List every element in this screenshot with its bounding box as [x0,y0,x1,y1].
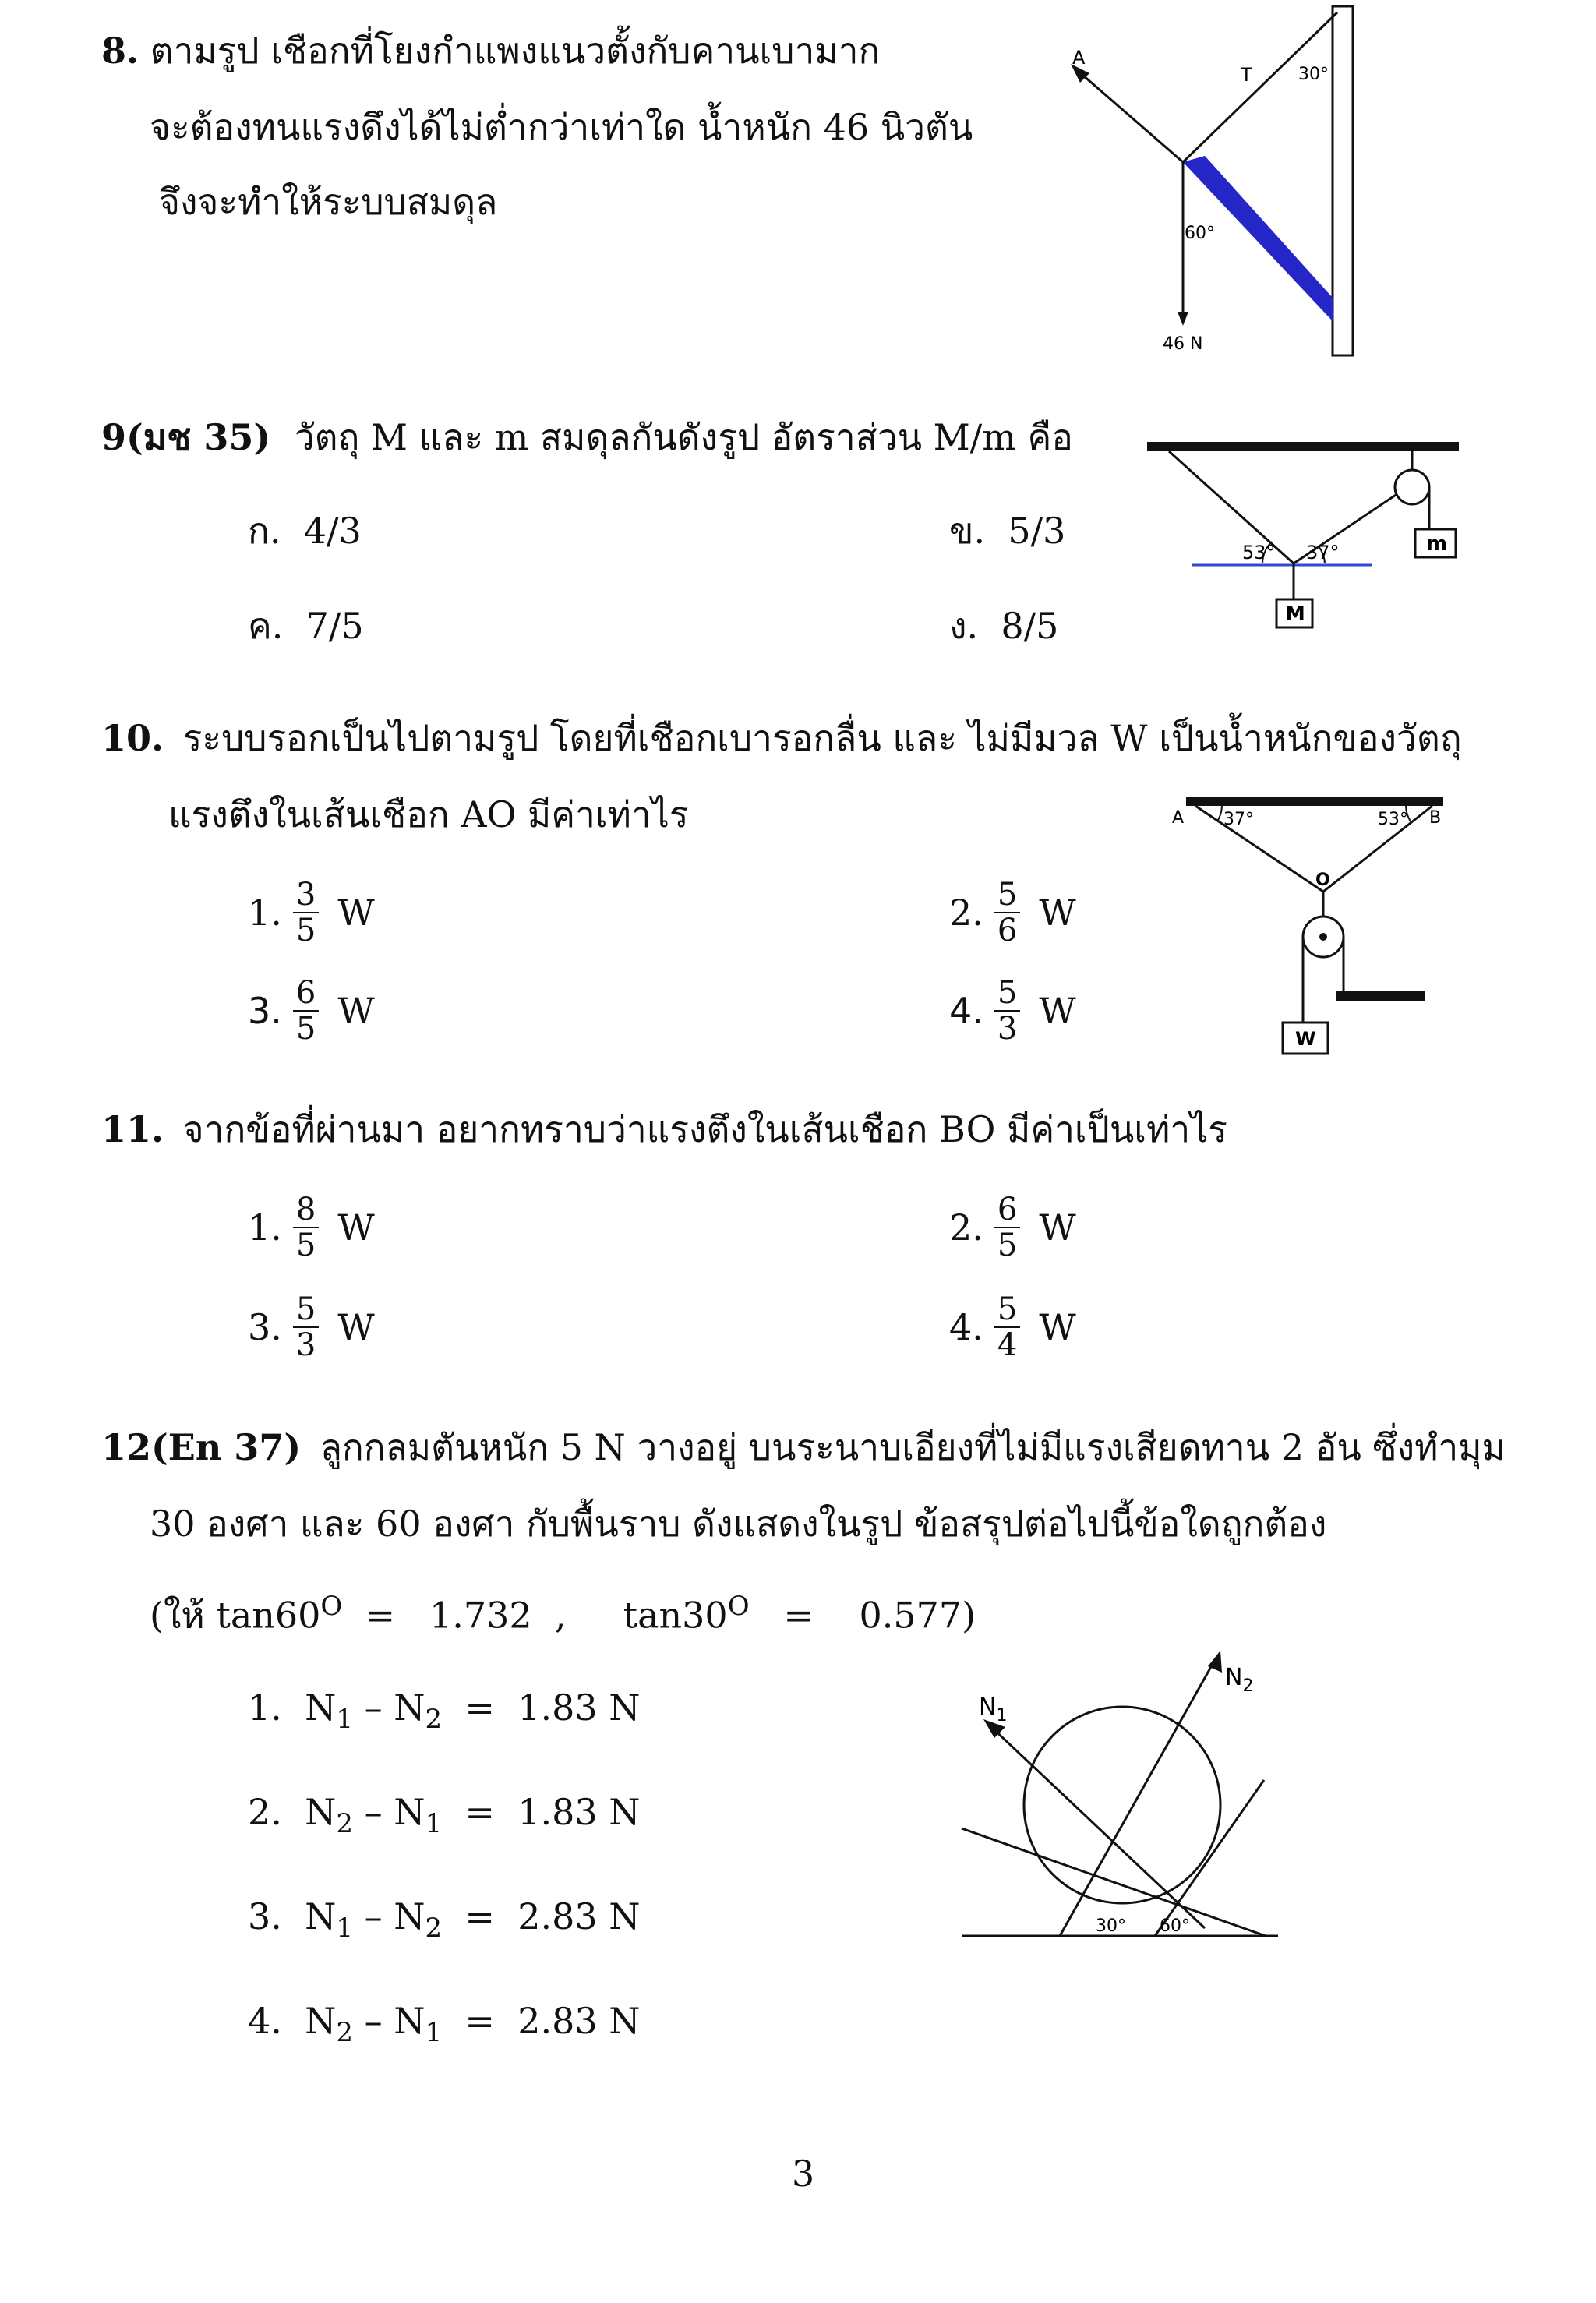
q12-text-1: ลูกกลมตันหนัก 5 N วางอยู่ บนระนาบเอียงที่ไม่มีแรงเสียดทาน 2 อัน ซึ่งทำมุม [320,1426,1506,1468]
q9-angle-right: 37° [1306,542,1340,563]
q11-option-3-unit: W [337,1306,375,1348]
q11-number: 11. [101,1108,164,1150]
q10-label-a: A [1172,808,1185,828]
q12-option-2-label: 2. [248,1791,282,1833]
q11-question [101,1108,1228,1150]
q10-pulley-axle [1319,933,1327,941]
q12-option-1-rest: = 1.83 N [442,1687,641,1729]
q8-figure [1060,0,1387,366]
q9-text: วัตถุ M และ m สมดุลกันดังรูป อัตราส่วน M/m คือ [294,416,1073,458]
q12-given-mid: = 1.732 , tan30 [342,1594,728,1637]
q12-option-4-a: N [305,2000,337,2042]
q9-option-3-label: ค. [248,605,284,647]
denominator: 5 [997,1227,1018,1263]
q8-text-1: ตามรูป เชือกที่โยงกำแพงแนวตั้งกับคานเบามาก [150,30,881,72]
q11-option-1-fraction [293,1194,319,1261]
q8-force-a [1077,70,1183,162]
q9-option-4-value: 8/5 [1001,605,1059,647]
q12-option-3-op: – [353,1895,394,1937]
q10-option-2-label: 2. [949,892,983,934]
q11-option-4 [949,1291,1076,1363]
q10-option-3-fraction [293,975,319,1047]
q8-line1 [101,30,881,72]
q8-label-a: A [1072,47,1086,69]
q12-label-n2 [1225,1664,1253,1696]
denominator: 4 [997,1327,1018,1363]
q10-option-1-label: 1. [248,892,282,934]
q12-force-n2 [1060,1658,1216,1936]
q8-line3: จึงจะทำให้ระบบสมดุล [159,181,498,223]
denominator: 5 [295,1227,316,1263]
denominator: 3 [295,1327,316,1363]
q10-option-4-fraction [994,975,1020,1047]
q12-option-2 [248,1791,641,1840]
denominator: 5 [295,913,316,948]
q12-option-2-b: N [394,1791,425,1833]
q10-option-2-unit: W [1039,892,1076,934]
q12-option-4-rest: = 2.83 N [442,2000,641,2042]
q12-angle-60: 60° [1160,1916,1190,1936]
q8-line2: จะต้องทนแรงดึงได้ไม่ต่ำกว่าเท่าใด น้ำหนัก 46 นิวตัน [150,106,973,148]
q11-option-3-fraction [293,1291,319,1363]
q12-figure [951,1644,1294,1956]
q10-option-4-unit: W [1039,990,1076,1032]
q8-angle-top: 30° [1298,65,1329,84]
q12-given-end: = 0.577) [749,1594,976,1637]
q12-line1 [101,1426,1506,1468]
q9-option-4 [949,605,1059,647]
q10-label-b: B [1429,808,1442,828]
numerator: 3 [293,879,319,913]
q9-mass-small-label: m [1426,532,1448,556]
q12-option-1-label: 1. [248,1687,282,1729]
q12-option-2-op: – [353,1791,394,1833]
q12-option-4-label: 4. [248,2000,282,2042]
q12-label-n1-sub: 1 [996,1706,1008,1725]
q12-line2: 30 องศา และ 60 องศา กับพื้นราบ ดังแสดงในรูป ข้อสรุปต่อไปนี้ข้อใดถูกต้อง [150,1503,1327,1545]
q9-question [101,416,1073,458]
q12-option-3-a: N [305,1895,337,1937]
q10-option-1 [248,879,375,946]
q12-option-1-op: – [353,1687,394,1729]
q12-angle-30: 30° [1096,1916,1126,1936]
q10-text-1: ระบบรอกเป็นไปตามรูป โดยที่เชือกเบารอกลื่น และ ไม่มีมวล W เป็นน้ำหนักของวัตถุ [182,717,1462,759]
q12-option-1-a: N [305,1687,337,1729]
q9-angle-left: 53° [1242,542,1276,563]
q12-label-n1-letter: N [979,1694,997,1721]
q12-option-4-b-sub: 1 [425,2017,443,2049]
q10-figure [1167,787,1448,1068]
q8-number: 8. [101,30,139,72]
q11-option-2-fraction [994,1194,1020,1261]
q9-option-2-label: ข. [949,510,986,552]
q9-option-2-value: 5/3 [1008,510,1066,552]
q11-option-4-unit: W [1039,1306,1076,1348]
q9-figure [1138,433,1481,643]
q12-degree-1: O [320,1591,343,1622]
q9-option-1-value: 4/3 [303,510,362,552]
q10-option-4 [949,975,1076,1047]
q11-option-2 [949,1194,1076,1261]
q12-option-1-b: N [394,1687,425,1729]
numerator: 5 [994,977,1020,1012]
q12-option-3-b: N [394,1895,425,1937]
numerator: 5 [293,1294,319,1328]
page-number: 3 [792,2153,815,2195]
q10-option-2 [949,879,1076,946]
q9-option-3 [248,605,364,647]
q12-degree-2: O [727,1591,750,1622]
q12-option-2-b-sub: 1 [425,1808,443,1840]
q10-label-o: O [1315,871,1330,890]
q12-option-4-b: N [394,2000,425,2042]
q10-ceiling [1186,797,1443,806]
q12-force-n1 [990,1725,1205,1928]
numerator: 5 [994,1294,1020,1328]
q10-anchor [1336,991,1425,1001]
q12-option-3-rest: = 2.83 N [442,1895,641,1937]
q12-option-2-rest: = 1.83 N [442,1791,641,1833]
q10-number: 10. [101,717,164,759]
q12-option-1 [248,1687,641,1736]
denominator: 3 [997,1011,1018,1047]
q8-weight-label: 46 N [1163,334,1203,354]
q9-mass-big-label: M [1285,602,1305,626]
numerator: 6 [293,977,319,1012]
q12-ball [1024,1707,1220,1903]
q11-option-1 [248,1194,375,1261]
denominator: 5 [295,1011,316,1047]
q10-rope-ao [1195,806,1323,892]
q10-option-1-fraction [293,879,319,946]
q11-option-4-fraction [994,1291,1020,1363]
q9-ceiling [1147,442,1459,451]
q10-angle-arc-a [1217,806,1222,821]
q12-label-n1 [979,1694,1007,1725]
numerator: 8 [293,1194,319,1228]
q10-option-3-unit: W [337,990,375,1032]
q10-weight-label: W [1295,1028,1316,1050]
q12-option-4 [248,2000,641,2049]
q12-label-n2-letter: N [1225,1664,1243,1691]
q12-option-2-a-sub: 2 [336,1808,354,1840]
q12-option-3-a-sub: 1 [336,1913,354,1944]
q12-option-1-b-sub: 2 [425,1704,443,1736]
q10-option-4-label: 4. [949,990,983,1032]
q12-option-2-a: N [305,1791,337,1833]
q10-option-3 [248,975,375,1047]
numerator: 5 [994,879,1020,913]
q12-option-4-a-sub: 2 [336,2017,354,2049]
q12-option-1-a-sub: 1 [336,1704,354,1736]
q12-option-3-b-sub: 2 [425,1913,443,1944]
q10-line1 [101,717,1462,759]
q10-line2: แรงตึงในเส้นเชือก AO มีค่าเท่าไร [168,793,689,835]
q9-pulley [1395,470,1429,504]
denominator: 6 [997,913,1018,948]
q8-label-t: T [1241,64,1252,86]
q9-option-1 [248,510,362,552]
q12-option-3 [248,1895,641,1944]
q11-option-2-unit: W [1039,1206,1076,1249]
q8-angle-beam: 60° [1185,224,1215,243]
q12-label-n2-sub: 2 [1242,1676,1254,1696]
q8-wall [1333,6,1353,355]
q12-plane-60 [1155,1780,1264,1936]
q12-given-prefix: (ให้ tan60 [150,1594,321,1637]
q9-option-3-value: 7/5 [305,605,364,647]
q11-option-1-unit: W [337,1206,375,1249]
q8-rope-t [1183,12,1337,162]
q10-option-2-fraction [994,879,1020,946]
q11-option-3 [248,1291,375,1363]
q11-option-1-label: 1. [248,1206,282,1249]
q12-number: 12(En 37) [101,1426,302,1468]
q12-option-3-label: 3. [248,1895,282,1937]
q11-option-4-label: 4. [949,1306,983,1348]
q10-option-1-unit: W [337,892,375,934]
q9-option-1-label: ก. [248,510,281,552]
q9-number: 9(มช 35) [101,416,271,458]
q10-angle-a: 37° [1223,810,1254,829]
q12-line3 [150,1591,976,1637]
q8-arrowhead-w [1178,312,1188,326]
q11-option-3-label: 3. [248,1306,282,1348]
q11-option-2-label: 2. [949,1206,983,1249]
q11-text: จากข้อที่ผ่านมา อยากทราบว่าแรงตึงในเส้นเชือก BO มีค่าเป็นเท่าไร [182,1108,1228,1150]
q12-option-4-op: – [353,2000,394,2042]
q9-option-2 [949,510,1066,552]
q10-option-3-label: 3. [248,990,282,1032]
q10-angle-b: 53° [1378,810,1408,829]
q9-option-4-label: ง. [949,605,979,647]
numerator: 6 [994,1194,1020,1228]
